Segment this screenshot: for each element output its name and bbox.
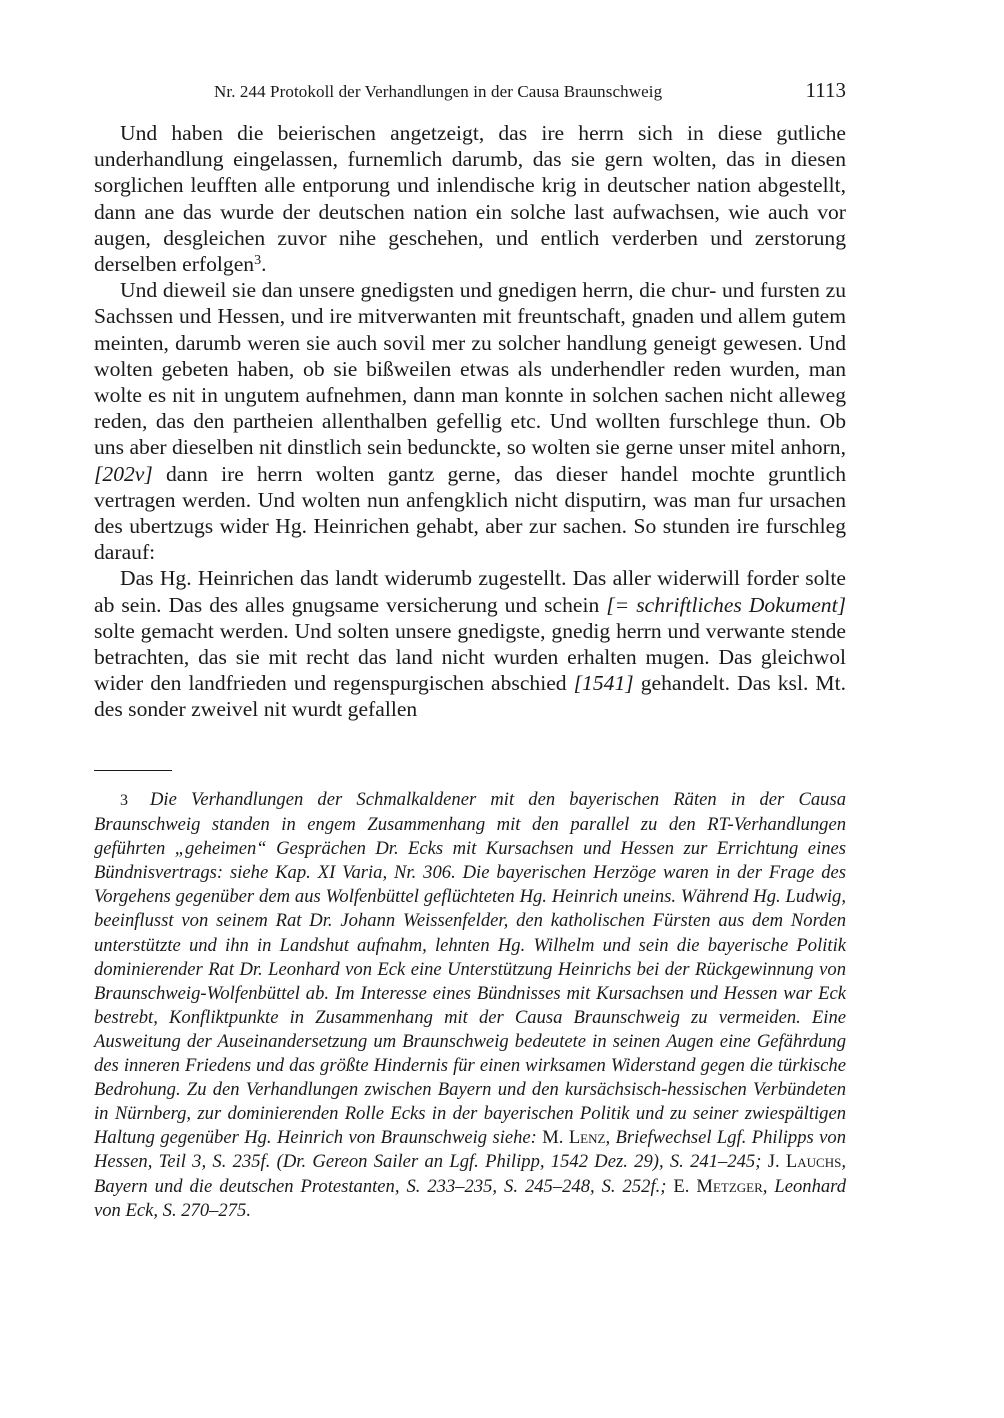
footnote-reference: 3 [254,253,262,269]
author-initial: E. [673,1175,690,1197]
running-header-title: Nr. 244 Protokoll der Verhandlungen in der Causa Braunschweig [214,82,663,101]
paragraph-3-text: Das Hg. Heinrichen das landt widerumb zugestellt. Das aller widerwill forder solte ab sein. Das des alles gnugsame versicherung und schein [94,566,846,617]
paragraph-1-text: Und haben die beierischen angetzeigt, das ire herrn sich in diese gutliche underhandlung eingelassen, furnemlich darumb, das sie gern wolten, das in diesen sorglichen leufften alle entporung und inlendische krig in deutscher nation abgestellt, dann ane das wurde der deutschen nation ein solche last aufwachsen, wie auch vor augen, desgleichen zuvor nihe geschehen, und entlich verderben und zerstorung derselben erfolgen [94,121,846,277]
page-number: 1113 [805,78,846,102]
footnote-paragraph [94,788,846,1223]
footnote-number: 3 [120,792,128,809]
author-initial: M. [542,1127,564,1149]
footnote-separator [94,770,172,771]
author-name: Metzger [696,1175,763,1197]
paragraph-3 [94,565,846,722]
paragraph-3-end: gehandelt. Das ksl. Mt. des sonder zweivel nit wurdt gefallen [94,671,846,722]
editorial-year: [1541] [573,671,634,696]
footnote [94,788,846,1223]
paragraph-2-text: Und dieweil sie dan unsere gnedigsten und gnedigen herrn, die chur- und fursten zu Sachssen und Hessen, und ire mitverwanten mit freuntschaft, gnaden und allem gutem meinten, darumb weren sie auch sovil mer zu solcher handlung geneigt gewesen. Und wolten gebeten haben, ob sie bißweilen etwas als underhendler reden wurden, man wolte es nit in ungutem aufnehmen, dann man konnte in solchen sachen nicht alleweg reden, das den partheien allenthalben gefellig etc. Und wollten furschlege thun. Ob uns aber dieselben nit dinstlich sein bedunckte, so wolten sie gerne unser mitel anhorn, [94,278,846,460]
author-initial: J. [767,1151,780,1173]
paragraph-1 [94,120,846,277]
author-name: Lauchs [785,1151,842,1173]
paragraph-3-mid: solte gemacht werden. Und solten unsere gnedigste, gnedig herrn und verwante stende betrachten, das sie mit recht das land nicht wurden erhalten mugen. Das gleichwol wider den landfrieden und regenspurgischen abschied [94,618,846,696]
reference-text: , Briefwechsel Lgf. Philipps von Hessen, Teil 3, S. 235f. (Dr. Gereon Sailer an Lgf. Philipp, 1542 Dez. 29), S. 241–245; [94,1127,846,1173]
footnote-text: Die Verhandlungen der Schmalkaldener mit den bayerischen Räten in der Causa Braunschweig standen in engem Zusammenhang mit den parallel zu den RT-Verhandlungen geführten „geheimen“ Gesprächen Dr. Ecks mit Kursachsen und Hessen zur Errichtung eines Bündnisvertrags: siehe Kap. XI Varia, Nr. 306. Die bayerischen Herzöge waren in der Frage des Vorgehens gegenüber dem aus Wolfenbüttel geflüchteten Hg. Heinrich uneins. Während Hg. Ludwig, beeinflusst von seinem Rat Dr. Johann Weissenfelder, den katholischen Fürsten aus dem Norden unterstützte und ihn in Landshut aufnahm, lehnten Hg. Wilhelm und sein die bayerische Politik dominierender Rat Dr. Leonhard von Eck eine Unterstützung Heinrichs bei der Rückgewinnung von Braunschweig-Wolfenbüttel ab. Im Interesse eines Bündnisses mit Kursachsen und Hessen war Eck bestrebt, Konfliktpunkte in Zusammenhang mit der Causa Braunschweig zu vermeiden. Eine Ausweitung der Auseinandersetzung um Braunschweig bedeutete in seinen Augen eine Gefährdung des inneren Friedens und das größte Hindernis für einen wirksamen Widerstand gegen die türkische Bedrohung. Zu den Verhandlungen zwischen Bayern und den kursächsisch-hessischen Verbündeten in Nürnberg, zur dominierenden Rolle Ecks in der bayerischen Politik und zu seiner zwiespältigen Haltung gegenüber Hg. Heinrich von Braunschweig siehe: [94,789,846,1149]
running-header [94,78,846,108]
folio-marker: [202v] [94,461,153,486]
paragraph-2-end: dann ire herrn wolten gantz gerne, das dieser handel mochte gruntlich vertragen werden. Und wolten nun anfengklich nicht disputirn, was man fur ursachen des ubertzugs wider Hg. Heinrichen gehabt, aber zur sachen. So stunden ire furschleg darauf: [94,461,846,565]
reference-text: , Leonhard von Eck, S. 270–275. [94,1175,847,1221]
paragraph-2 [94,277,846,565]
paragraph-1-end: . [261,252,267,277]
author-name: Lenz [568,1127,606,1149]
reference-text: , Bayern und die deutschen Protestanten, S. 233–235, S. 245–248, S. 252f.; [94,1151,847,1197]
editorial-gloss: [= schriftliches Dokument] [606,592,846,617]
main-text [94,120,846,723]
